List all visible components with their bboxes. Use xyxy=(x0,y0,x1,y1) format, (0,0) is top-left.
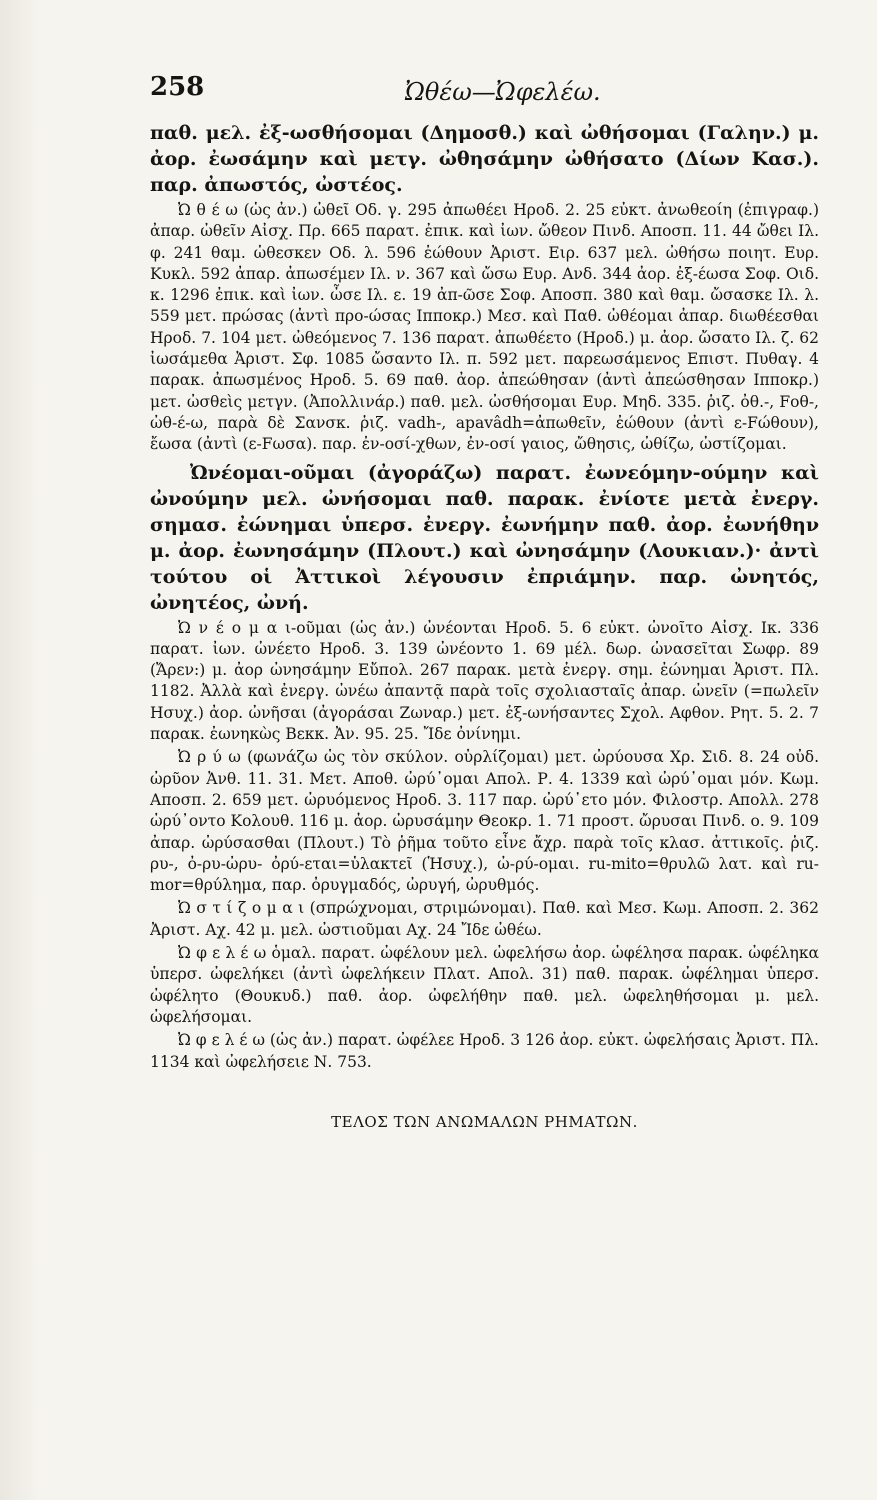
citations-otheo: Ὠ θ έ ω (ὡς ἀν.) ὠθεῖ Οδ. γ. 295 ἀπωθέει Ηροδ. 2. 25 εὐκτ. ἀνωθεοίη (ἐπιγραφ.) ἀπαρ. ὠθεῖν Αἰσχ. Πρ. 665 παρατ. ἐπικ. καὶ ἰων. ὤθεον Πινδ. Αποσπ. 11. 44 ὤθει Ιλ. φ. 241 θαμ. ὠθεσκεν Οδ. λ. 596 ἐώθουν Ἀριστ. Ειρ. 637 μελ. ὠθήσω ποιητ. Ευρ. Κυκλ. 592 ἀπαρ. ἀπωσέμεν Ιλ. ν. 367 καὶ ὤσω Ευρ. Ανδ. 344 ἀορ. ἐξ-έωσα Σοφ. Οιδ. κ. 1296 ἐπικ. καὶ ἰων. ὦσε Ιλ. ε. 19 ἀπ-ῶσε Σοφ. Αποσπ. 380 καὶ θαμ. ὤσασκε Ιλ. λ. 559 μετ. πρώσας (ἀντὶ προ-ώσας Ιπποκρ.) Μεσ. καὶ Παθ. ὠθέομαι ἀπαρ. διωθέεσθαι Ηροδ. 7. 104 μετ. ὠθεόμενος 7. 136 παρατ. ἀπωθέετο (Ηροδ.) μ. ἀορ. ὤσατο Ιλ. ζ. 62 ἰωσάμεθα Ἀριστ. Σφ. 1085 ὤσαντο Ιλ. π. 592 μετ. παρεωσάμενος Επιστ. Πυθαγ. 4 παρακ. ἀπωσμένος Ηροδ. 5. 69 παθ. ἀορ. ἀπεώθησαν (ἀντὶ ἀπεώσθησαν Ιπποκρ.) μετ. ὠσθεὶς μετγν. (Ἀπολλινάρ.) παθ. μελ. ὠσθήσομαι Ευρ. Μηδ. 335. ῥιζ. ὀθ.-, Fοθ-, ὠθ-έ-ω, παρὰ δὲ Σανσκ. ῥιζ. vadh-, apavâdh=ἀπωθεῖν, ἐώθουν (ἀντὶ ε-Fώθουν), ἔωσα (ἀντὶ (ε-Fωσα). παρ. ἐν-οσί-χθων, ἐν-οσί γαιος, ὤθησις, ὠθίζω, ὠστίζομαι. xyxy=(150,201,819,454)
citations-ofeleo: Ὠ φ ε λ έ ω (ὡς ἀν.) παρατ. ὠφέλεε Ηροδ. 3 126 ἀορ. εὐκτ. ὠφελήσαις Ἀριστ. Πλ. 1134 καὶ ὠφελήσειε Ν. 753. xyxy=(150,1031,819,1071)
body-text xyxy=(150,120,819,1073)
page-header xyxy=(150,72,819,112)
verb-forms-continuation: παθ. μελ. ἐξ-ωσθήσομαι (Δημοσθ.) καὶ ὠθήσομαι (Γαλην.) μ. ἀορ. ἐωσάμην καὶ μετγ. ὠθησάμην ὠθήσατο (Δίων Κασ.). παρ. ἀπωστός, ὠστέος. xyxy=(150,122,819,196)
page-number: 258 xyxy=(150,72,205,102)
citations-oryo: Ὠ ρ ύ ω (φωνάζω ὡς τὸν σκύλον. οὑρλίζομαι) μετ. ὠρύουσα Χρ. Σιδ. 8. 24 οὐδ. ὠρῦον Ἀνθ. 11. 31. Μετ. Αποθ. ὠρύ᾽ομαι Απολ. Ρ. 4. 1339 καὶ ὠρύ᾽ομαι μόν. Κωμ. Αποσπ. 2. 659 μετ. ὠρυόμενος Ηροδ. 3. 117 παρ. ὠρύ᾽ετο μόν. Φιλοστρ. Απολλ. 278 ὠρύ᾽οντο Κολουθ. 116 μ. ἀορ. ὠρυσάμην Θεοκρ. 1. 71 προστ. ὤρυσαι Πινδ. ο. 9. 109 ἀπαρ. ὠρύσασθαι (Πλουτ.) Τὸ ῥῆμα τοῦτο εἶνε ἄχρ. παρὰ τοῖς κλασ. ἀττικοῖς. ῥιζ. ρυ-, ὀ-ρυ-ὠρυ- ὀρύ-εται=ὑλακτεῖ (Ἡσυχ.), ὠ-ρύ-ομαι. ru-mito=θρυλῶ λατ. καὶ ru-mor=θρύλημα, παρ. ὀρυγμαδός, ὠρυγή, ὠρυθμός. xyxy=(150,748,819,895)
citations-oneomai: Ὠ ν έ ο μ α ι-οῦμαι (ὡς ἀν.) ὠνέονται Ηροδ. 5. 6 εὐκτ. ὠνοῖτο Αἰσχ. Ικ. 336 παρατ. ἰων. ὠνέετο Ηροδ. 3. 139 ὠνέοντο 1. 69 μέλ. δωρ. ὠνασεῖται Σωφρ. 89 (Ἄρεν:) μ. ἀορ ὠνησάμην Εὔπολ. 267 παρακ. μετὰ ἐνεργ. σημ. ἐώνημαι Ἀριστ. Πλ. 1182. Ἀλλὰ καὶ ἐνεργ. ὠνέω ἀπαντᾷ παρὰ τοῖς σχολιασταῖς ἀπαρ. ὠνεῖν (=πωλεῖν Ησυχ.) ἀορ. ὠνῆσαι (ἀγοράσαι Ζωναρ.) μετ. ἐξ-ωνήσαντες Σχολ. Αφθον. Ρητ. 5. 2. 7 παρακ. ἐωνηκὼς Βεκκ. Ἀν. 95. 25. Ἴδε ὀνίνημι. xyxy=(150,618,819,744)
entry-ofeleo: Ὠ φ ε λ έ ω ὁμαλ. παρατ. ὠφέλουν μελ. ὠφελήσω ἀορ. ὠφέλησα παρακ. ὠφέληκα ὑπερσ. ὠφελήκει (ἀντὶ ὠφελήκειν Πλατ. Απολ. 31) παθ. παρακ. ὠφέλημαι ὑπερσ. ὠφέλητο (Θουκυδ.) παθ. ἀορ. ὠφελήθην παθ. μελ. ὠφεληθήσομαι μ. μελ. ὠφελήσομαι. xyxy=(150,944,819,1026)
entry-oneomai: Ὠνέομαι-οῦμαι (ἀγοράζω) παρατ. ἐωνεόμην-ούμην καὶ ὠνούμην μελ. ὠνήσομαι παθ. παρακ. ἐνίοτε μετὰ ἐνεργ. σημασ. ἐώνημαι ὑπερσ. ἐνεργ. ἐωνήμην παθ. ἀορ. ἐωνήθην μ. ἀορ. ἐωνησάμην (Πλουτ.) καὶ ὠνησάμην (Λουκιαν.)· ἀντὶ τούτου οἱ Ἀττικοὶ λέγουσιν ἐπριάμην. παρ. ὠνητός, ὠνητέος, ὠνή. xyxy=(150,461,819,614)
end-of-section-footer: ΤΕΛΟΣ ΤΩΝ ΑΝΩΜΑΛΩΝ ΡΗΜΑΤΩΝ. xyxy=(331,1112,638,1131)
running-title: Ὠθέω—Ὠφελέω. xyxy=(405,78,601,106)
citations-ostizomai: Ὠ σ τ ί ζ ο μ α ι (σπρώχνομαι, στριμώνομαι). Παθ. καὶ Μεσ. Κωμ. Αποσπ. 2. 362 Ἀριστ. Αχ. 42 μ. μελ. ὠστιοῦμαι Αχ. 24 Ἴδε ὠθέω. xyxy=(150,899,819,939)
